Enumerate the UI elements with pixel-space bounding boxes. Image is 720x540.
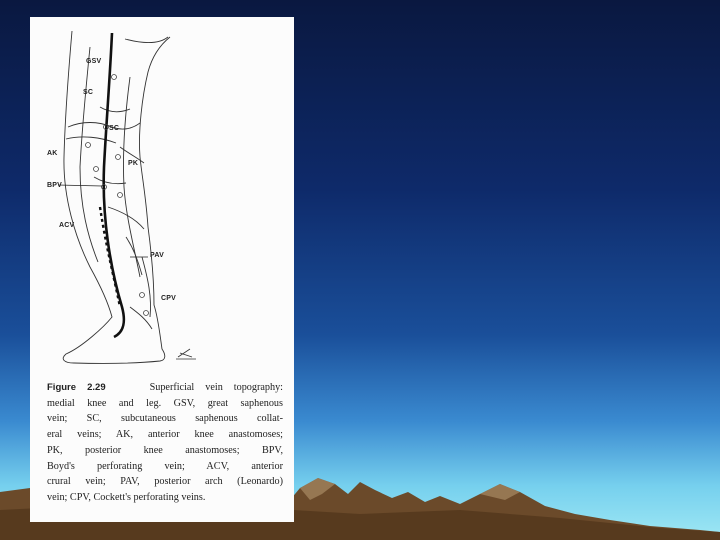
- label-bpv: BPV: [47, 182, 62, 189]
- label-acv: ACV: [59, 222, 75, 229]
- figure-caption: [47, 380, 283, 506]
- figure-title: Figure 2.29: [47, 382, 106, 393]
- label-pav: PAV: [150, 252, 164, 259]
- leg-vein-illustration: [30, 17, 294, 377]
- document-page: [30, 17, 294, 522]
- caption-line: vein; SC, subcutaneous saphenous collat-: [47, 413, 283, 425]
- caption-line: Boyd's perforating vein; ACV, anterior: [47, 460, 283, 472]
- label-ak: AK: [47, 150, 58, 157]
- label-pk: PK: [128, 160, 139, 167]
- label-sc-lower: SC: [109, 125, 120, 132]
- caption-line: crural vein; PAV, posterior arch (Leonardo): [47, 476, 283, 488]
- caption-line: PK, posterior knee anastomoses; BPV,: [47, 444, 283, 456]
- caption-line: vein; CPV, Cockett's perforating veins.: [47, 491, 206, 503]
- label-cpv: CPV: [161, 295, 176, 302]
- caption-text: Superficial vein topography:: [149, 382, 284, 393]
- caption-line: [47, 380, 283, 396]
- label-sc-upper: SC: [83, 89, 94, 96]
- label-gsv: GSV: [86, 58, 102, 65]
- caption-line: medial knee and leg. GSV, great saphenous: [47, 397, 283, 409]
- caption-line: eral veins; AK, anterior knee anastomoses;: [47, 429, 283, 441]
